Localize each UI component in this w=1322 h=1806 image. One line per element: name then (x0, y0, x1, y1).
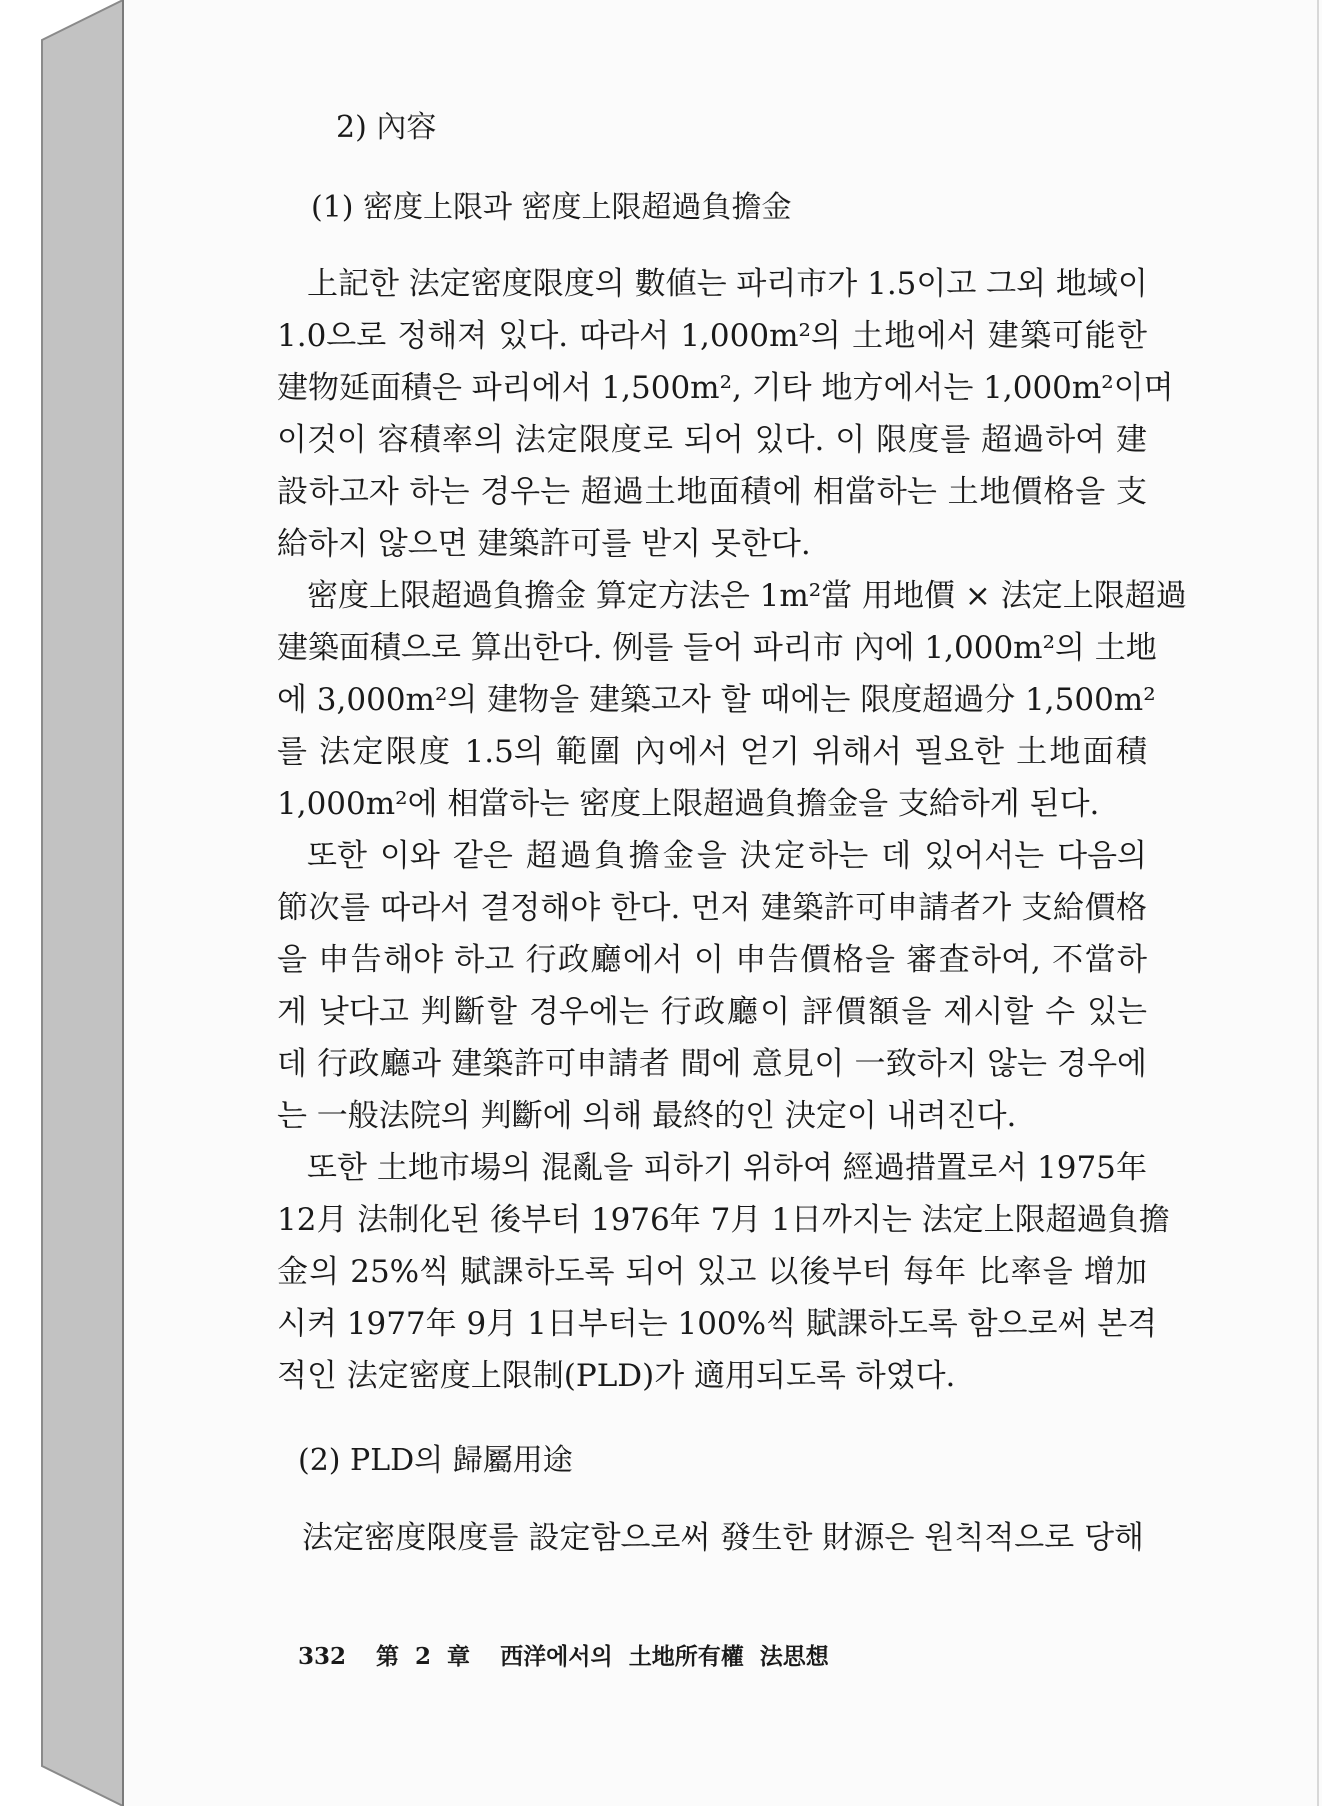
body-line: 데 行政廳과 建築許可申請者 間에 意見이 一致하지 않는 경우에 (277, 1046, 1147, 1082)
body-line: 1.0으로 정해져 있다. 따라서 1,000m²의 土地에서 建築可能한 (277, 318, 1147, 354)
body-line: 를 法定限度 1.5의 範圍 內에서 얻기 위해서 필요한 土地面積 (277, 734, 1147, 770)
body-line: 給하지 않으면 建築許可를 받지 못한다. (277, 526, 811, 562)
body-line: 法定密度限度를 設定함으로써 發生한 財源은 원칙적으로 당해 (302, 1520, 1144, 1556)
body-line: 設하고자 하는 경우는 超過土地面積에 相當하는 土地價格을 支 (277, 474, 1147, 510)
body-line: 적인 法定密度上限制(PLD)가 適用되도록 하였다. (277, 1358, 956, 1394)
body-line: 1,000m²에 相當하는 密度上限超過負擔金을 支給하게 된다. (277, 786, 1100, 822)
body-line: 上記한 法定密度限度의 數値는 파리市가 1.5이고 그외 地域이 (307, 266, 1148, 302)
chapter-title: 西洋에서의 土地所有權 法思想 (500, 1643, 829, 1670)
body-line: 이것이 容積率의 法定限度로 되어 있다. 이 限度를 超過하여 建 (277, 422, 1147, 458)
page-footer (298, 1638, 829, 1671)
body-line: 또한 土地市場의 混亂을 피하기 위하여 經過措置로서 1975年 (307, 1150, 1147, 1186)
chapter-label: 第 2 章 (376, 1643, 471, 1670)
page-number: 332 (298, 1643, 347, 1670)
body-line: 建築面積으로 算出한다. 例를 들어 파리市 內에 1,000m²의 土地 (277, 630, 1157, 666)
body-line: 을 申告해야 하고 行政廳에서 이 申告價格을 審査하여, 不當하 (277, 942, 1147, 978)
body-line: 는 一般法院의 判斷에 의해 最終的인 決定이 내려진다. (277, 1098, 1017, 1134)
subsection-heading-1: (1) 密度上限과 密度上限超過負擔金 (311, 190, 792, 225)
body-line: 시켜 1977年 9月 1日부터는 100%씩 賦課하도록 함으로써 본격 (277, 1306, 1158, 1342)
subsection-heading-2: (2) PLD의 歸屬用途 (298, 1443, 573, 1478)
body-line: 金의 25%씩 賦課하도록 되어 있고 以後부터 每年 比率을 增加 (277, 1254, 1147, 1290)
body-line: 게 낮다고 判斷할 경우에는 行政廳이 評價額을 제시할 수 있는 (277, 994, 1147, 1030)
section-heading: 2) 內容 (336, 110, 437, 145)
body-line: 에 3,000m²의 建物을 建築고자 할 때에는 限度超過分 1,500m² (277, 682, 1156, 718)
body-line: 建物延面積은 파리에서 1,500m², 기타 地方에서는 1,000m²이며 (277, 370, 1174, 406)
body-line: 12月 法制化된 後부터 1976年 7月 1日까지는 法定上限超過負擔 (277, 1202, 1170, 1238)
body-line: 또한 이와 같은 超過負擔金을 決定하는 데 있어서는 다음의 (307, 838, 1147, 874)
body-line: 節次를 따라서 결정해야 한다. 먼저 建築許可申請者가 支給價格 (277, 890, 1147, 926)
body-line: 密度上限超過負擔金 算定方法은 1m²當 用地價 × 法定上限超過 (307, 578, 1187, 614)
